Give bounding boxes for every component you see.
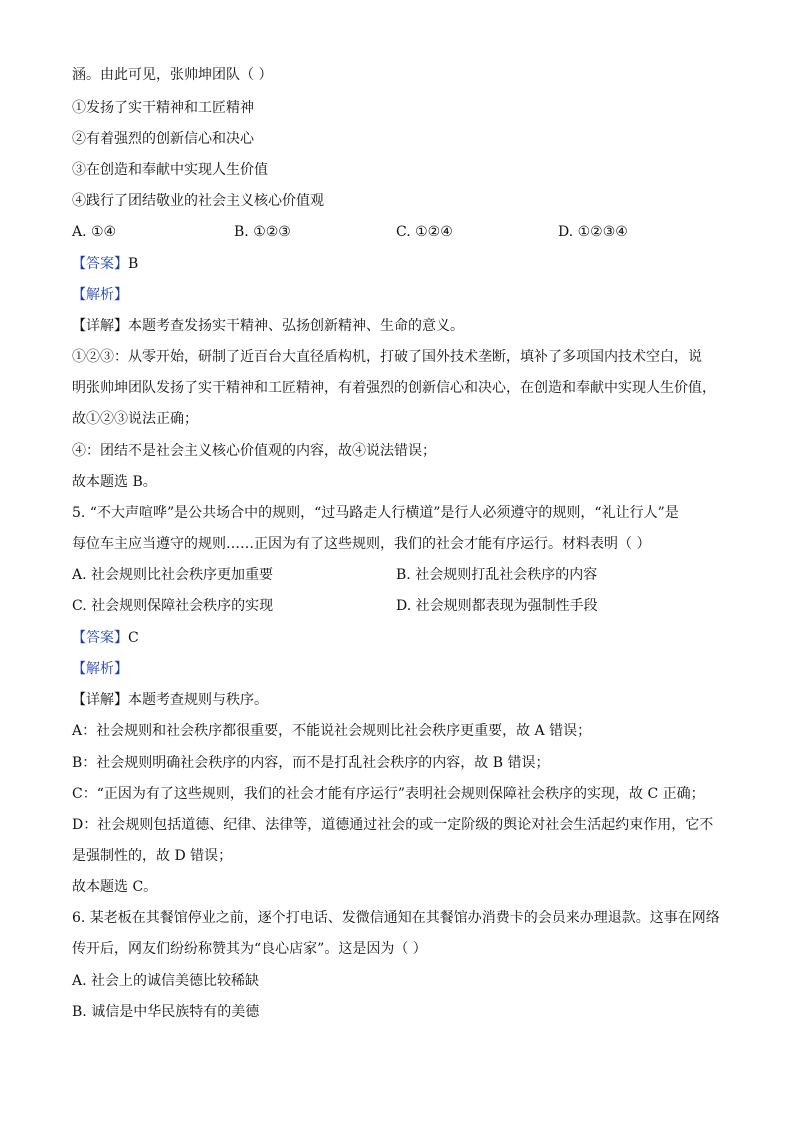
q4-analysis-tag: 【解析】 [72,287,128,303]
q5-stem-line-2: 每位车主应当遵守的规则……正因为有了这些规则，我们的社会才能有序运行。材料表明（ ） [72,536,651,552]
answer-value: B [128,256,139,272]
q5-detail-line [72,690,268,710]
q6-option-b: B. 诚信是中华民族特有的美德 [72,1004,260,1020]
q4-stem-tail: 涵。由此可见，张帅坤团队（ ） [72,67,273,83]
q5-analysis-line-3: C：“正因为有了这些规则，我们的社会才能有序运行”表明社会规则保障社会秩序的实现，故 C 正确； [72,786,705,802]
q6-option-a: A. 社会上的诚信美德比较稀缺 [72,973,260,989]
q4-analysis-line-5: 故本题选 B。 [72,474,157,490]
answer-tag: 【答案】 [72,256,128,272]
q5-option-b: B. 社会规则打乱社会秩序的内容 [396,567,598,583]
detail-text: 本题考查发扬实干精神、弘扬创新精神、生命的意义。 [128,318,464,334]
q4-statement-3: ③在创造和奉献中实现人生价值 [72,162,268,178]
q5-analysis-line-5: 是强制性的，故 D 错误； [72,848,233,864]
detail-tag: 【详解】 [72,692,128,708]
q5-option-d: D. 社会规则都表现为强制性手段 [396,598,598,614]
q5-analysis-line-1: A：社会规则和社会秩序都很重要，不能说社会规则比社会秩序更重要，故 A 错误； [72,723,592,739]
detail-text: 本题考查规则与秩序。 [128,692,268,708]
answer-tag: 【答案】 [72,630,128,646]
q4-statement-1: ①发扬了实干精神和工匠精神 [72,100,254,116]
q5-option-a: A. 社会规则比社会秩序更加重要 [72,567,274,583]
q4-option-b: B. ①②③ [234,224,291,240]
q4-analysis-line-3: 故①②③说法正确； [72,411,198,427]
q4-statement-2: ②有着强烈的创新信心和决心 [72,131,254,147]
q4-option-a: A. ①④ [72,224,117,240]
q5-analysis-line-2: B：社会规则明确社会秩序的内容，而不是打乱社会秩序的内容，故 B 错误； [72,755,550,771]
q6-stem-line-2: 传开后，网友们纷纷称赞其为“良心店家”。这是因为（ ） [72,941,427,957]
q4-option-c: C. ①②④ [396,224,453,240]
q4-analysis-line-2: 明张帅坤团队发扬了实干精神和工匠精神，有着强烈的创新信心和决心，在创造和奉献中实现人生价值， [72,380,716,396]
q6-stem-line-1: 6. 某老板在其餐馆停业之前，逐个打电话、发微信通知在其餐馆办消费卡的会员来办理退款。这事在网络 [72,910,720,926]
q5-answer-line [72,628,139,648]
q4-detail-line [72,316,464,336]
q4-analysis-line-1: ①②③：从零开始，研制了近百台大直径盾构机，打破了国外技术垄断，填补了多项国内技术空白，说 [72,349,702,365]
answer-value: C [128,630,139,646]
q5-option-c: C. 社会规则保障社会秩序的实现 [72,598,274,614]
q5-analysis-tag: 【解析】 [72,661,128,677]
q4-answer-line [72,254,138,274]
q4-option-d: D. ①②③④ [558,224,628,240]
q5-analysis-line-4: D：社会规则包括道德、纪律、法律等，道德通过社会的或一定阶级的舆论对社会生活起约束作用，它不 [72,817,714,833]
q4-analysis-line-4: ④：团结不是社会主义核心价值观的内容，故④说法错误； [72,443,436,459]
q5-analysis-line-6: 故本题选 C。 [72,879,158,895]
q4-statement-4: ④践行了团结敬业的社会主义核心价值观 [72,193,324,209]
detail-tag: 【详解】 [72,318,128,334]
q5-stem-line-1: 5. “不大声喧哗”是公共场合中的规则，“过马路走人行横道”是行人必须遵守的规则，“礼让行人”是 [72,505,679,521]
